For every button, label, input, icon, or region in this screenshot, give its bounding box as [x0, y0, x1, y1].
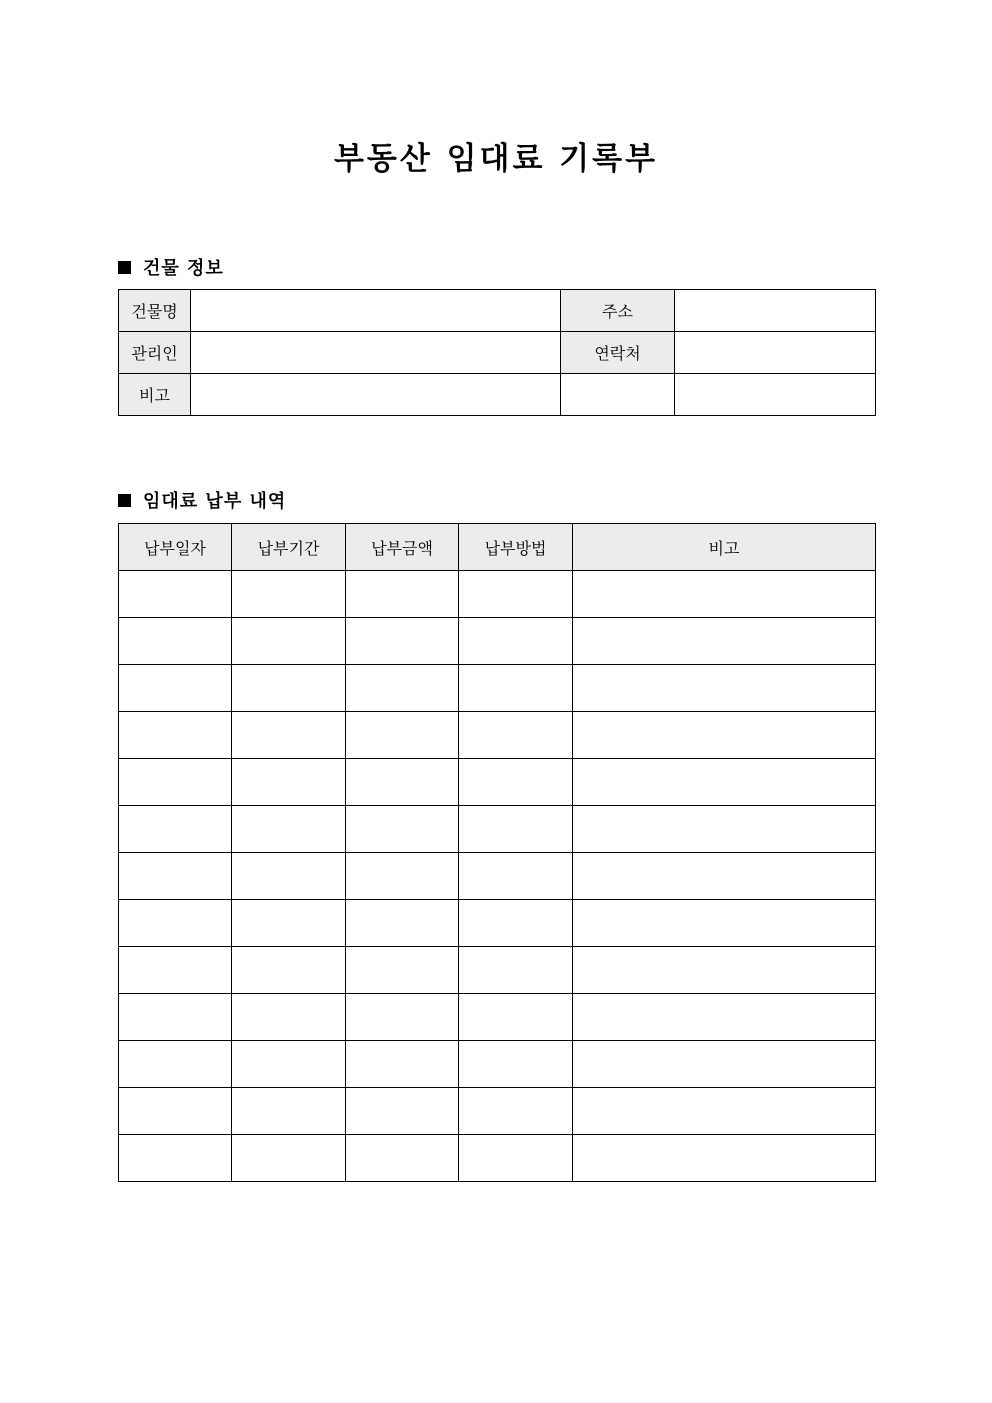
payment-amount-cell[interactable] [346, 900, 459, 947]
table-row [119, 332, 876, 374]
payment-amount-cell[interactable] [346, 1041, 459, 1088]
payment-period-cell[interactable] [232, 759, 346, 806]
note-field[interactable] [191, 374, 561, 416]
payment-period-cell[interactable] [232, 571, 346, 618]
payment-period-cell[interactable] [232, 618, 346, 665]
table-header-row [119, 524, 876, 571]
payment-amount-cell[interactable] [346, 759, 459, 806]
table-row [119, 759, 876, 806]
payment-method-cell[interactable] [459, 994, 573, 1041]
payment-history-heading [118, 487, 286, 513]
table-row [119, 900, 876, 947]
note-cell[interactable] [573, 1088, 876, 1135]
table-row [119, 618, 876, 665]
payment-amount-cell[interactable] [346, 1088, 459, 1135]
table-row [119, 947, 876, 994]
building-info-table [118, 289, 876, 416]
payment-method-cell[interactable] [459, 759, 573, 806]
building-info-heading-text: 건물 정보 [143, 258, 224, 279]
payment-date-cell[interactable] [119, 994, 232, 1041]
payment-history-table [118, 523, 876, 1182]
black-square-icon [118, 494, 131, 507]
table-row [119, 1088, 876, 1135]
payment-period-cell[interactable] [232, 1135, 346, 1182]
note-cell[interactable] [573, 806, 876, 853]
note-cell[interactable] [573, 947, 876, 994]
note-cell[interactable] [573, 571, 876, 618]
payment-date-cell[interactable] [119, 900, 232, 947]
payment-period-cell[interactable] [232, 665, 346, 712]
table-row [119, 1041, 876, 1088]
note-cell[interactable] [573, 1135, 876, 1182]
table-row [119, 374, 876, 416]
table-row [119, 1135, 876, 1182]
building-name-label: 건물명 [119, 290, 191, 332]
payment-method-cell[interactable] [459, 806, 573, 853]
note-cell[interactable] [573, 712, 876, 759]
note-cell[interactable] [573, 994, 876, 1041]
contact-label: 연락처 [561, 332, 675, 374]
black-square-icon [118, 261, 131, 274]
payment-amount-cell[interactable] [346, 853, 459, 900]
column-header-note: 비고 [573, 524, 876, 571]
payment-history-heading-text: 임대료 납부 내역 [143, 491, 287, 512]
address-label: 주소 [561, 290, 675, 332]
building-name-field[interactable] [191, 290, 561, 332]
payment-method-cell[interactable] [459, 853, 573, 900]
payment-date-cell[interactable] [119, 806, 232, 853]
note-cell[interactable] [573, 853, 876, 900]
table-row [119, 290, 876, 332]
page-title: 부동산 임대료 기록부 [333, 141, 659, 177]
payment-period-cell[interactable] [232, 853, 346, 900]
payment-period-cell[interactable] [232, 947, 346, 994]
payment-method-cell[interactable] [459, 571, 573, 618]
payment-date-cell[interactable] [119, 712, 232, 759]
table-row [119, 806, 876, 853]
payment-amount-cell[interactable] [346, 712, 459, 759]
payment-period-cell[interactable] [232, 1088, 346, 1135]
column-header-payment-method: 납부방법 [459, 524, 573, 571]
table-row [119, 571, 876, 618]
column-header-payment-amount: 납부금액 [346, 524, 459, 571]
payment-method-cell[interactable] [459, 1088, 573, 1135]
payment-period-cell[interactable] [232, 712, 346, 759]
payment-period-cell[interactable] [232, 806, 346, 853]
note-label: 비고 [119, 374, 191, 416]
payment-method-cell[interactable] [459, 1041, 573, 1088]
column-header-payment-date: 납부일자 [119, 524, 232, 571]
empty-cell[interactable] [675, 374, 876, 416]
payment-date-cell[interactable] [119, 665, 232, 712]
payment-date-cell[interactable] [119, 571, 232, 618]
payment-period-cell[interactable] [232, 900, 346, 947]
payment-method-cell[interactable] [459, 712, 573, 759]
table-row [119, 994, 876, 1041]
note-cell[interactable] [573, 900, 876, 947]
payment-amount-cell[interactable] [346, 571, 459, 618]
note-cell[interactable] [573, 1041, 876, 1088]
payment-amount-cell[interactable] [346, 665, 459, 712]
column-header-payment-period: 납부기간 [232, 524, 346, 571]
payment-amount-cell[interactable] [346, 994, 459, 1041]
payment-method-cell[interactable] [459, 618, 573, 665]
payment-amount-cell[interactable] [346, 947, 459, 994]
contact-field[interactable] [675, 332, 876, 374]
note-cell[interactable] [573, 618, 876, 665]
table-row [119, 712, 876, 759]
manager-field[interactable] [191, 332, 561, 374]
manager-label: 관리인 [119, 332, 191, 374]
payment-date-cell[interactable] [119, 1041, 232, 1088]
payment-method-cell[interactable] [459, 665, 573, 712]
payment-date-cell[interactable] [119, 947, 232, 994]
payment-date-cell[interactable] [119, 853, 232, 900]
address-field[interactable] [675, 290, 876, 332]
payment-date-cell[interactable] [119, 759, 232, 806]
payment-date-cell[interactable] [119, 618, 232, 665]
note-cell[interactable] [573, 665, 876, 712]
note-cell[interactable] [573, 759, 876, 806]
payment-method-cell[interactable] [459, 947, 573, 994]
payment-period-cell[interactable] [232, 1041, 346, 1088]
payment-date-cell[interactable] [119, 1135, 232, 1182]
payment-amount-cell[interactable] [346, 1135, 459, 1182]
payment-amount-cell[interactable] [346, 806, 459, 853]
payment-amount-cell[interactable] [346, 618, 459, 665]
payment-method-cell[interactable] [459, 900, 573, 947]
empty-cell[interactable] [561, 374, 675, 416]
table-row [119, 665, 876, 712]
payment-date-cell[interactable] [119, 1088, 232, 1135]
building-info-heading [118, 254, 224, 280]
payment-period-cell[interactable] [232, 994, 346, 1041]
table-row [119, 853, 876, 900]
payment-method-cell[interactable] [459, 1135, 573, 1182]
